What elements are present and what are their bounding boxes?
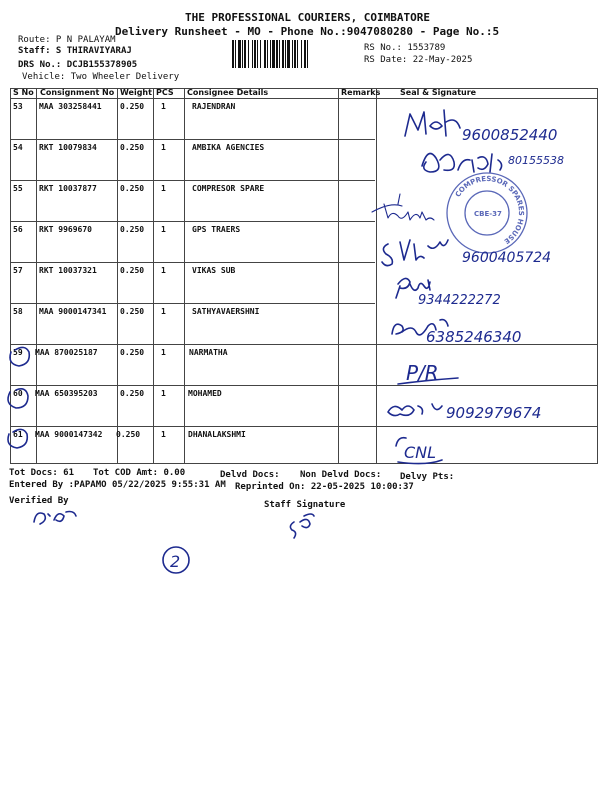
header-sno: S No [13,88,34,97]
table-row [10,303,598,344]
row-consignment: RKT 10037877 [39,184,97,193]
verified-by-label: Verified By [9,496,69,506]
stamp-center-text: CBE-37 [474,210,502,218]
row-pcs: 1 [161,102,166,111]
row-weight: 0.250 [120,225,145,234]
page-mark-number: 2 [170,552,181,571]
header-consignment: Consignment No [40,88,115,97]
row-consignee: SATHYAVAERSHNI [192,307,260,316]
company-title: THE PROFESSIONAL COURIERS, COIMBATORE [185,11,431,24]
header-weight: Weight [120,88,152,97]
row-consignment: MAA 9000147342 [35,430,103,439]
barcode [232,40,358,68]
row-pcs: 1 [161,348,166,357]
rs-number: RS No.: 1553789 [364,43,446,53]
row-consignment: MAA 9000147341 [39,307,107,316]
entered-by: Entered By :PAPAMO 05/22/2025 9:55:31 AM [9,480,226,490]
row-sno: 58 [13,307,23,316]
table-row [10,180,598,221]
row-consignee: VIKAS SUB [192,266,236,275]
row-sno: 55 [13,184,23,193]
total-docs: Tot Docs: 61 [9,468,75,478]
total-cod-amount: Tot COD Amt: 0.00 [93,468,186,478]
phone-row-54: 80155538 [508,154,564,167]
stamp-ring-text: COMPRESSOR SPARES HOUSE [453,174,526,246]
row-consignment: RKT 10079834 [39,143,97,152]
staff-label: Staff: S THIRAVIYARAJ [18,46,132,56]
row-sno: 59 [13,348,23,357]
row-pcs: 1 [161,266,166,275]
row-sno: 61 [13,430,23,439]
status-row-59: P/R [406,361,439,385]
runsheet-subtitle: Delivery Runsheet - MO - Phone No.:9047080280 - Page No.:5 [115,25,500,38]
phone-row-56: 9600405724 [462,250,552,266]
row-consignment: MAA 870025187 [35,348,98,357]
phone-row-53: 9600852440 [462,126,558,144]
row-consignee: GPS TRAERS [192,225,241,234]
non-delivered-docs: Non Delvd Docs: [300,470,382,480]
row-consignment: MAA 303258441 [39,102,102,111]
vehicle-label: Vehicle: Two Wheeler Delivery [22,72,180,82]
row-consignee: DHANALAKSHMI [188,430,246,439]
row-pcs: 1 [161,307,166,316]
row-sno: 56 [13,225,23,234]
row-weight: 0.250 [120,348,145,357]
header-remarks: Remarks [341,88,381,97]
verified-signature [34,512,76,525]
row-sno: 53 [13,102,23,111]
table-row [10,385,598,426]
drs-number: DRS No.: DCJB155378905 [18,60,138,70]
delivered-docs: Delvd Docs: [220,470,280,480]
row-consignment: RKT 10037321 [39,266,97,275]
row-pcs: 1 [161,225,166,234]
status-row-61: CNL [404,443,437,462]
phone-row-58: 6385246340 [426,328,522,346]
row-sno: 60 [13,389,23,398]
row-weight: 0.250 [116,430,141,439]
row-weight: 0.250 [120,143,145,152]
phone-row-57: 9344222272 [418,293,501,308]
phone-row-60: 9092979674 [446,404,542,422]
row-sno: 57 [13,266,23,275]
header-seal-signature: Seal & Signature [400,88,477,97]
row-pcs: 1 [161,143,166,152]
row-pcs: 1 [161,389,166,398]
delivery-points: Delvy Pts: [400,472,455,482]
table-row [10,426,598,467]
row-weight: 0.250 [120,266,145,275]
row-consignee: AMBIKA AGENCIES [192,143,265,152]
row-consignment: MAA 650395203 [35,389,98,398]
table-row [10,221,598,262]
table-row [10,262,598,303]
table-row [10,98,598,139]
header-consignee: Consignee Details [187,88,269,97]
table-row [10,344,598,385]
row-weight: 0.250 [120,307,145,316]
runsheet-table [10,88,598,463]
row-pcs: 1 [161,430,166,439]
row-pcs: 1 [161,184,166,193]
row-consignee: RAJENDRAN [192,102,236,111]
staff-signature-label: Staff Signature [264,500,346,510]
reprinted-on: Reprinted On: 22-05-2025 10:00:37 [235,482,414,492]
row-weight: 0.250 [120,102,145,111]
row-weight: 0.250 [120,389,145,398]
staff-signature-scribble [290,514,314,538]
row-consignee: NARMATHA [189,348,228,357]
row-consignment: RKT 9969670 [39,225,92,234]
row-consignee: COMPRESOR SPARE [192,184,265,193]
row-sno: 54 [13,143,23,152]
row-consignee: MOHAMED [188,389,222,398]
page-mark [163,547,189,573]
route-label: Route: P N PALAYAM [18,35,116,45]
row-weight: 0.250 [120,184,145,193]
rs-date: RS Date: 22-May-2025 [364,55,473,65]
table-row [10,139,598,180]
header-pcs: PCS [156,88,174,97]
